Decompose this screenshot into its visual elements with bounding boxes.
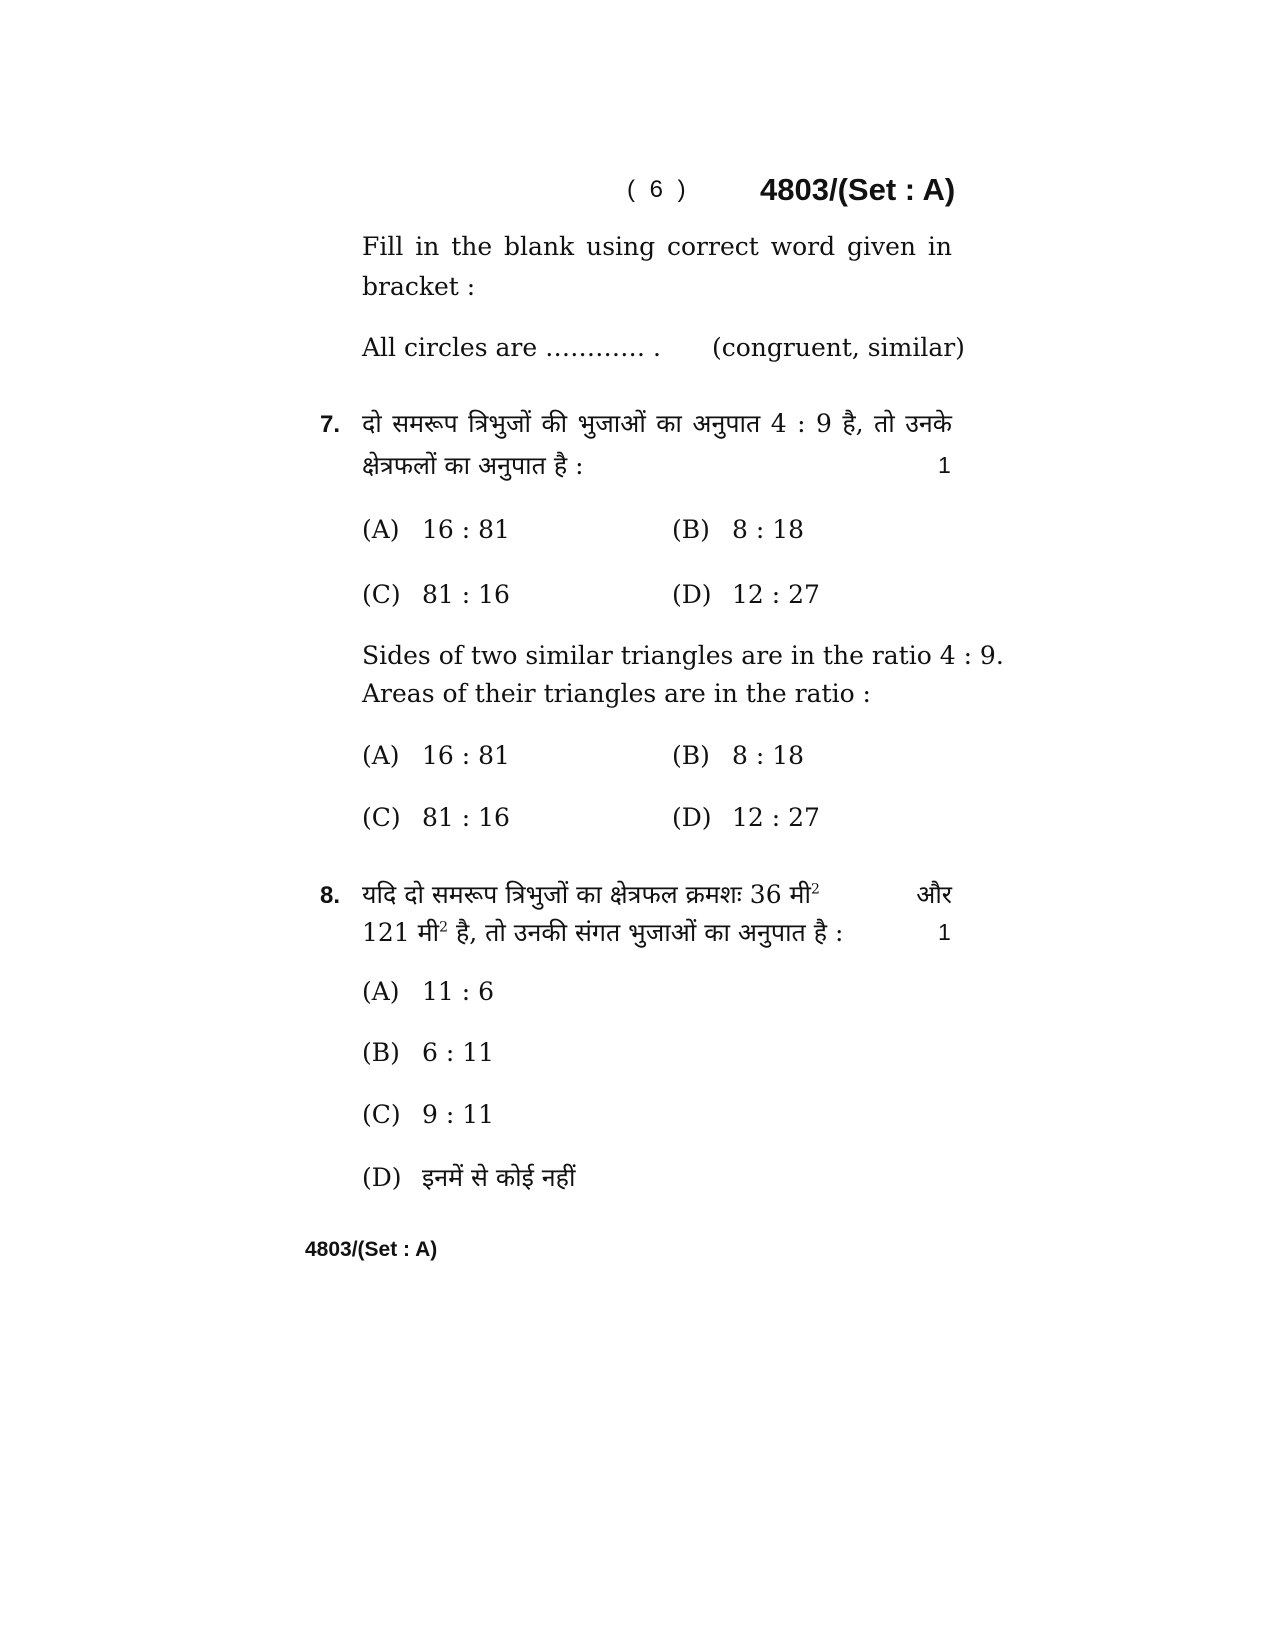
option-label: (D)	[672, 580, 712, 609]
option-label: (B)	[672, 515, 710, 544]
option-text: 9 : 11	[422, 1100, 495, 1129]
option-label: (C)	[362, 1100, 401, 1129]
fill-blank-instruction-line2: bracket :	[362, 272, 476, 301]
question-7-hindi-line1: दो समरूप त्रिभुजों की भुजाओं का अनुपात 4 : 9 है, तो उनके	[362, 409, 952, 438]
page-number: ( 6 )	[627, 176, 690, 203]
question-8-marks: 1	[938, 919, 951, 945]
question-7-number: 7.	[320, 411, 341, 438]
option-text: 16 : 81	[422, 741, 510, 770]
q8-line1-part1: यदि दो समरूप त्रिभुजों का क्षेत्रफल क्रमशः 36 मी	[362, 880, 811, 909]
q8-line2-superscript: 2	[439, 919, 449, 936]
q8-option-d	[362, 1160, 575, 1194]
option-text: 16 : 81	[422, 515, 510, 544]
option-label: (A)	[362, 741, 400, 770]
q7-english-option-c	[362, 803, 510, 832]
q8-option-b	[362, 1038, 494, 1067]
q7-english-option-d	[672, 803, 820, 832]
q8-line1-superscript: 2	[811, 881, 820, 898]
set-code-footer: 4803/(Set : A)	[305, 1238, 438, 1261]
q7-hindi-option-d	[672, 580, 820, 609]
question-8-line1-text	[362, 876, 820, 914]
option-text: 81 : 16	[422, 580, 510, 609]
option-text: 8 : 18	[732, 741, 805, 770]
option-label: (A)	[362, 515, 400, 544]
question-7-hindi-line2: क्षेत्रफलों का अनुपात है :	[362, 451, 584, 480]
option-text: 6 : 11	[422, 1038, 495, 1067]
fill-blank-statement: All circles are ………… .	[362, 333, 661, 362]
option-text: 12 : 27	[732, 803, 820, 832]
option-label: (B)	[362, 1038, 400, 1067]
option-label: (C)	[362, 580, 401, 609]
option-text: 81 : 16	[422, 803, 510, 832]
fill-blank-choices: (congruent, similar)	[712, 333, 965, 362]
q7-hindi-option-a	[362, 515, 510, 544]
option-text: 12 : 27	[732, 580, 820, 609]
option-label: (D)	[672, 803, 712, 832]
q7-hindi-option-c	[362, 580, 510, 609]
option-label: (C)	[362, 803, 401, 832]
q8-option-c	[362, 1100, 494, 1129]
question-8-number: 8.	[320, 882, 341, 909]
option-text: 8 : 18	[732, 515, 805, 544]
question-7-english-line1: Sides of two similar triangles are in the ratio 4 : 9.	[362, 641, 1004, 670]
q8-line1-part2: और	[916, 880, 952, 909]
question-8-line1	[362, 876, 952, 914]
q7-hindi-option-b	[672, 515, 804, 544]
option-text: इनमें से कोई नहीं	[422, 1163, 576, 1192]
option-label: (B)	[672, 741, 710, 770]
set-code-header: 4803/(Set : A)	[760, 172, 956, 207]
question-7-marks: 1	[938, 452, 951, 478]
option-label: (A)	[362, 977, 400, 1006]
question-8-line2	[362, 914, 843, 952]
fill-blank-instruction-line1: Fill in the blank using correct word given in	[362, 232, 952, 261]
option-text: 11 : 6	[422, 977, 495, 1006]
q8-line2-part1: 121 मी	[362, 918, 440, 947]
q8-line2-part2: है, तो उनकी संगत भुजाओं का अनुपात है :	[455, 918, 844, 947]
q7-english-option-b	[672, 741, 804, 770]
q8-option-a	[362, 977, 494, 1006]
question-7-english-line2: Areas of their triangles are in the ratio :	[362, 679, 871, 708]
option-label: (D)	[362, 1163, 402, 1192]
q7-english-option-a	[362, 741, 510, 770]
